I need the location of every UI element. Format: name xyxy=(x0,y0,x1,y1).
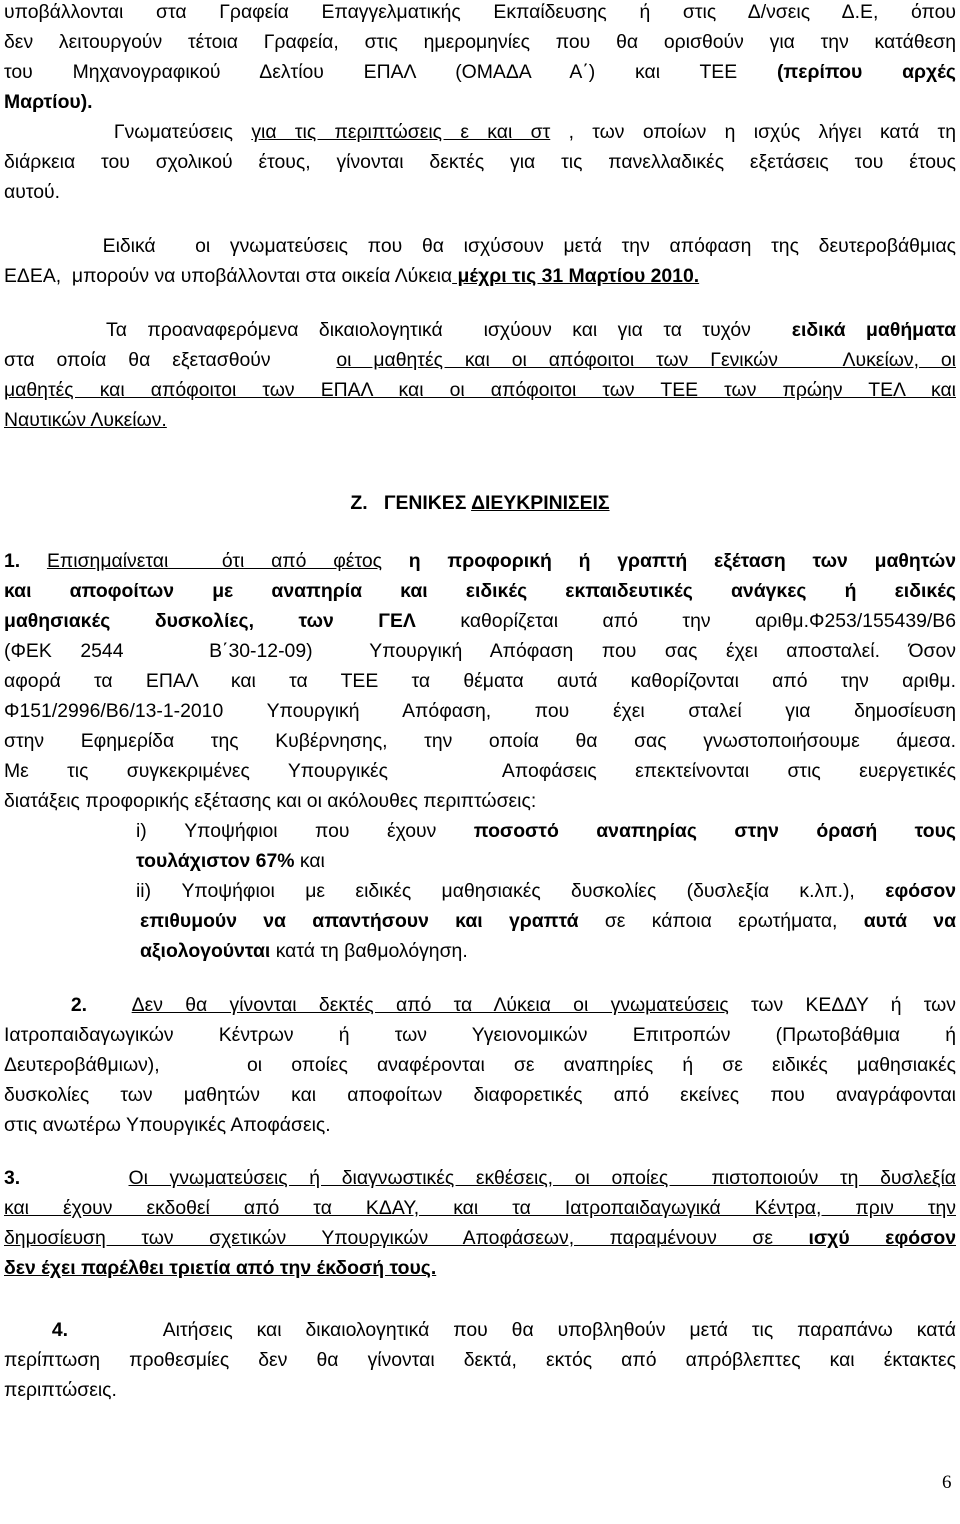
text-line xyxy=(4,1053,956,1077)
text-run: υποβάλλονται στα Γραφεία Επαγγελματικής Εκπαίδευσης ή στις Δ/νσεις Δ.Ε, όπου xyxy=(4,1,956,23)
text-line xyxy=(140,909,956,933)
text-run: στα οποία θα εξετασθούν xyxy=(4,349,337,371)
text-run: εφόσον xyxy=(885,880,956,902)
text-run: η προφορική ή γραπτή εξέταση των μαθητών xyxy=(381,550,956,572)
text-run: Αιτήσεις και δικαιολογητικά που θα υποβληθούν μετά τις παραπάνω κατά xyxy=(68,1319,957,1341)
text-run: αξιολογούνται xyxy=(140,940,271,962)
text-run: και xyxy=(294,850,325,872)
text-run: μαθητές και απόφοιτοι των ΕΠΑΛ και οι απόφοιτοι των ΤΕΕ των πρώην ΤΕΛ και xyxy=(4,379,956,401)
text-line xyxy=(4,1378,956,1402)
text-run: διάρκεια του σχολικού έτους, γίνονται δεκτές για τις πανελλαδικές εξετάσεις του έτους xyxy=(4,151,956,173)
text-run: περίπτωση προθεσμίες δεν θα γίνονται δεκτά, εκτός από απρόβλεπτες και έκτακτες xyxy=(4,1349,956,1371)
text-run: σε κάποια ερωτήματα, xyxy=(578,910,864,932)
section-heading xyxy=(4,491,956,515)
text-run: Ναυτικών Λυκείων. xyxy=(4,409,167,431)
text-run: ΔΙΕΥΚΡΙΝΙΣΕΙΣ xyxy=(471,492,610,514)
text-run: (περίπου αρχές xyxy=(776,61,956,83)
text-run: μέχρι τις 31 Μαρτίου 2010. xyxy=(452,265,700,287)
text-line xyxy=(4,60,956,84)
text-run: Ιατροπαιδαγωγικών Κέντρων ή των Υγειονομικών Επιτροπών (Πρωτοβάθμια ή xyxy=(4,1024,956,1046)
text-run: Δευτεροβάθμιων), οι οποίες αναφέρονται σε αναπηρίες ή σε ειδικές μαθησιακές xyxy=(4,1054,956,1076)
text-line xyxy=(4,1348,956,1372)
text-line xyxy=(4,729,956,753)
text-run: ΕΔΕΑ, μπορούν να υποβάλλονται στα οικεία Λύκεια xyxy=(4,265,453,287)
text-run: Οι γνωματεύσεις ή διαγνωστικές εκθέσεις, οι οποίες πιστοποιούν τη δυσλεξία xyxy=(128,1167,957,1189)
text-line xyxy=(4,1256,956,1280)
text-run: και έχουν εκδοθεί από τα ΚΔΑΥ, και τα Ιατροπαιδαγωγικά Κέντρα, πριν την xyxy=(4,1197,956,1219)
text-run: Μαρτίου). xyxy=(4,91,93,113)
text-run: αυτού. xyxy=(4,181,60,203)
text-line xyxy=(4,609,956,633)
text-run: οι μαθητές και οι απόφοιτοι των Γενικών Λυκείων, οι xyxy=(336,349,956,371)
text-run: Δεν θα γίνονται δεκτές από τα Λύκεια οι γνωματεύσεις xyxy=(131,994,729,1016)
text-line xyxy=(4,1226,956,1250)
text-line xyxy=(4,639,956,663)
text-line xyxy=(4,1318,956,1342)
text-run: 2. xyxy=(4,994,132,1016)
text-run: Με τις συγκεκριμένες Υπουργικές Αποφάσεις επεκτείνονται στις ευεργετικές xyxy=(4,760,956,782)
text-line xyxy=(4,90,956,114)
text-line xyxy=(4,180,956,204)
text-run: των ΚΕΔΔΥ ή των xyxy=(728,994,956,1016)
text-line xyxy=(4,789,956,813)
text-run: και αποφοίτων με αναπηρία και ειδικές εκπαιδευτικές ανάγκες ή ειδικές xyxy=(4,580,956,602)
text-run: του Μηχανογραφικού Δελτίου ΕΠΑΛ (ΟΜΑΔΑ Α΄) και ΤΕΕ xyxy=(4,61,777,83)
text-run: ii) Υποψήφιοι με ειδικές μαθησιακές δυσκολίες (δυσλεξία κ.λπ.), xyxy=(136,880,886,902)
text-line xyxy=(4,120,956,144)
text-run: Ζ. xyxy=(350,492,384,514)
text-run: τουλάχιστον 67% xyxy=(136,850,295,872)
text-run: δημοσίευση των σχετικών Υπουργικών Αποφάσεων, παραμένουν σε xyxy=(4,1227,809,1249)
text-line xyxy=(4,549,956,573)
text-run: i) Υποψήφιοι που έχουν xyxy=(136,820,474,842)
text-run: δεν λειτουργούν τέτοια Γραφεία, στις ημερομηνίες που θα ορισθούν για την κατάθεση xyxy=(4,31,956,53)
text-line xyxy=(4,1083,956,1107)
text-run: δεν έχει παρέλθει τριετία από την έκδοσή τους. xyxy=(4,1257,437,1279)
text-line xyxy=(4,993,956,1017)
text-line xyxy=(140,939,956,963)
text-run: αφορά τα ΕΠΑΛ και τα ΤΕΕ τα θέματα αυτά καθορίζονται από την αριθμ. xyxy=(4,670,956,692)
text-run: 1. xyxy=(4,550,47,572)
text-run: κατά τη βαθμολόγηση. xyxy=(270,940,468,962)
text-run: ειδικά μαθήματα xyxy=(791,319,956,341)
text-run: Φ151/2996/Β6/13-1-2010 Υπουργική Απόφαση, που έχει σταλεί για δημοσίευση xyxy=(4,700,956,722)
text-run xyxy=(20,1167,128,1189)
text-run: , των οποίων η ισχύς λήγει κατά τη xyxy=(550,121,956,143)
text-line xyxy=(4,1023,956,1047)
text-line xyxy=(4,378,956,402)
text-run: (ΦΕΚ 2544 Β΄30-12-09) Υπουργική Απόφαση που σας έχει αποσταλεί. Όσον xyxy=(4,640,956,662)
text-line xyxy=(4,264,956,288)
text-line xyxy=(136,879,956,903)
text-run: διατάξεις προφορικής εξέτασης και οι ακόλουθες περιπτώσεις: xyxy=(4,790,537,812)
text-run: 3. xyxy=(4,1167,21,1189)
text-line xyxy=(4,699,956,723)
text-line xyxy=(4,234,956,258)
page-number: 6 xyxy=(942,1472,952,1493)
text-run: 4. xyxy=(4,1319,69,1341)
text-line xyxy=(4,150,956,174)
text-line xyxy=(4,1113,956,1137)
text-run: για τις περιπτώσεις ε και στ xyxy=(251,121,551,143)
text-line xyxy=(136,819,956,843)
text-run: ισχύ εφόσον xyxy=(808,1227,956,1249)
text-line xyxy=(4,1166,956,1190)
text-run: δυσκολίες των μαθητών και αποφοίτων διαφορετικές από εκείνες που αναγράφονται xyxy=(4,1084,956,1106)
text-line xyxy=(4,759,956,783)
text-line xyxy=(4,579,956,603)
text-line xyxy=(4,0,956,24)
text-run: περιπτώσεις. xyxy=(4,1379,117,1401)
text-run: καθορίζεται από την αριθμ.Φ253/155439/Β6 xyxy=(415,610,956,632)
text-line xyxy=(4,408,956,432)
text-line xyxy=(4,1196,956,1220)
text-run: ποσοστό αναπηρίας στην όρασή τους xyxy=(473,820,956,842)
text-run: ΓΕΝΙΚΕΣ xyxy=(383,492,472,514)
text-run: στις ανωτέρω Υπουργικές Αποφάσεις. xyxy=(4,1114,331,1136)
text-line xyxy=(4,669,956,693)
text-run: Ειδικά οι γνωματεύσεις που θα ισχύσουν μετά την απόφαση της δευτεροβάθμιας xyxy=(4,235,956,257)
text-line xyxy=(4,348,956,372)
text-line xyxy=(4,30,956,54)
text-run: στην Εφημερίδα της Κυβέρνησης, την οποία θα σας γνωστοποιήσουμε άμεσα. xyxy=(4,730,956,752)
text-run: μαθησιακές δυσκολίες, των ΓΕΛ xyxy=(4,610,416,632)
text-run: Τα προαναφερόμενα δικαιολογητικά ισχύουν και για τα τυχόν xyxy=(4,319,792,341)
text-line xyxy=(136,849,956,873)
text-run: αυτά να xyxy=(863,910,956,932)
text-run: Γνωματεύσεις xyxy=(4,121,252,143)
text-run: Επισημαίνεται ότι από φέτος xyxy=(46,550,382,572)
text-run: επιθυμούν να απαντήσουν και γραπτά xyxy=(140,910,579,932)
text-line xyxy=(4,318,956,342)
